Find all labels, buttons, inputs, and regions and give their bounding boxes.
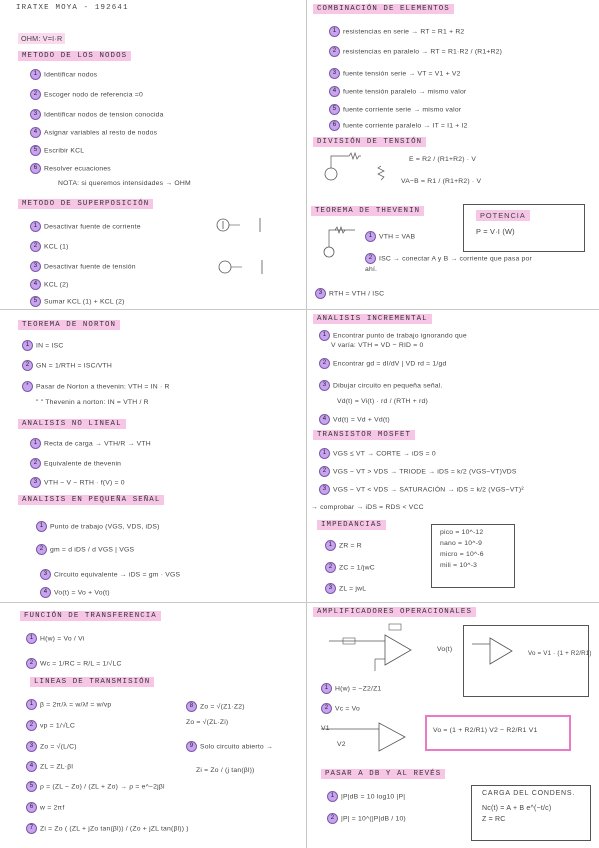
comb-4: 4 fuente tensión paralelo → mismo valor: [329, 86, 466, 97]
lineal-2: 2 Equivalente de thevenin: [30, 458, 121, 469]
amp-noninverting-box: [463, 625, 592, 697]
linea-a1: 1 β = 2π/λ = w/λf = w/vp: [26, 699, 111, 710]
comb-2: 2 resistencias en paralelo → RT = R1·R2 / (R1+R2): [329, 46, 502, 57]
prefix-nano: nano = 10^-9: [440, 540, 483, 547]
linea-a3: 3 Zo = √(L/C): [26, 741, 77, 752]
amp-v2-label: V2: [337, 741, 346, 748]
opamp-inverting-icon: [327, 619, 437, 675]
amp-1: 1 H(w) = −Z2/Z1: [321, 683, 381, 694]
incr-5: 4 Vd(t) = Vd + Vd(t): [319, 414, 390, 425]
linea-a6: 6 w = 2πf: [26, 802, 64, 813]
amp-diff-eq: Vo = (1 + R2/R1) V2 − R2/R1 V1: [433, 727, 538, 734]
amp-vo-label: Vo(t): [437, 646, 453, 653]
thevenin-3: 3 RTH = VTH / ISC: [315, 288, 384, 299]
heading-incremental: ANALISIS INCREMENTAL: [313, 314, 432, 324]
carga-eq-2: Z = RC: [482, 816, 506, 823]
imp-c: 2 ZC = 1/jwC: [325, 562, 375, 573]
thevenin-1: 1 VTH = VAB: [365, 231, 415, 242]
prefix-mili: mili = 10^-3: [440, 562, 478, 569]
potencia-eq: P = V·I (W): [476, 227, 515, 236]
comb-1: 1 resistencias en serie → RT = R1 + R2: [329, 26, 464, 37]
comb-3: 3 fuente tensión serie → VT = V1 + V2: [329, 68, 461, 79]
author-name: IRATXE MOYA - 192641: [16, 4, 129, 12]
senal-3: 3 Circuito equivalente → iDS = gm · VGS: [40, 569, 180, 580]
incr-1: 1 Encontrar punto de trabajo ignorando que: [319, 330, 467, 341]
senal-1: 1 Punto de trabajo (VGS, VDS, iDS): [36, 521, 160, 532]
carga-title: CARGA DEL CONDENS.: [482, 790, 576, 797]
amp-2: 2 Vc = Vo: [321, 703, 360, 714]
step-1: 1 Identificar nodos: [30, 69, 97, 80]
amp-follower-eq: Vo = V1 · (1 + R2/R1): [528, 650, 592, 657]
heading-superposicion: METODO DE SUPERPOSICIÓN: [18, 199, 153, 209]
super-step-3: 3 Desactivar fuente de tensión: [30, 261, 136, 272]
voltage-source-icon: [216, 258, 276, 276]
super-step-4: 4 KCL (2): [30, 279, 69, 290]
voltage-divider-circuit-icon: [321, 150, 401, 194]
mos-2: 2 VGS − VT > VDS → TRIODE → iDS = k/2 (VGS−VT)VDS: [319, 466, 517, 477]
linea-a5: 5 ρ = (ZL − Zo) / (ZL + Zo) → ρ = e^−2jβl: [26, 781, 165, 792]
quadrant-norton-senal: [0, 310, 306, 602]
ohm-law: OHM: V=I·R: [18, 33, 65, 44]
quadrant-nodos-superposicion: [0, 0, 306, 309]
lineal-1: 1 Recta de carga → VTH/R → VTH: [30, 438, 151, 449]
quadrant-combinacion-thevenin: [307, 0, 599, 309]
heading-lineas-transmision: LINEAS DE TRANSMISIÓN: [30, 677, 154, 687]
potencia-box: [463, 204, 585, 252]
potencia-title: POTENCIA: [476, 210, 530, 221]
heading-thevenin: TEOREMA DE THEVENIN: [311, 206, 424, 216]
current-source-icon: [214, 216, 274, 234]
carga-eq: Nc(t) = A + B e^(−t/c): [482, 805, 552, 812]
comb-5: 5 fuente corriente serie → mismo valor: [329, 104, 461, 115]
opamp-differential-icon: [317, 715, 427, 759]
heading-amplificadores: AMPLIFICADORES OPERACIONALES: [313, 607, 476, 617]
linea-a4: 4 ZL = ZL·βl: [26, 761, 73, 772]
prefijos-box: [431, 524, 515, 588]
linea-b3: 9 Solo circuito abierto →: [186, 741, 276, 752]
quadrant-transferencia-lineas: [0, 603, 306, 848]
heading-impedancias: IMPEDANCIAS: [317, 520, 386, 530]
heading-db: PASAR A DB Y AL REVÉS: [321, 769, 445, 779]
mos-4: → comprobar → iDS = RDS < VCC: [311, 504, 424, 511]
senal-2: 2 gm = d iDS / d VGS | VGS: [36, 544, 134, 555]
step-3: 3 Identificar nodos de tension conocida: [30, 109, 164, 120]
amp-v1-label: V1: [321, 725, 330, 732]
incr-4: Vd(t) = Vi(t) · rd / (RTH + rd): [337, 398, 428, 405]
norton-3: * Pasar de Norton a thevenin: VTH = IN · R: [22, 381, 170, 392]
mos-3: 3 VGS − VT < VDS → SATURACIÓN → iDS = k/2 (VGS−VT)²: [319, 484, 524, 495]
heading-funcion-transferencia: FUNCIÓN DE TRANSFERENCIA: [20, 611, 161, 621]
heading-mosfet: TRANSISTOR MOSFET: [313, 430, 415, 440]
linea-b2: Zo = √(ZL·Zi): [186, 719, 229, 726]
prefix-pico: pico = 10^-12: [440, 529, 484, 536]
division-eq-2: VA−B = R1 / (R1+R2) · V: [401, 178, 482, 185]
super-step-5: 5 Sumar KCL (1) + KCL (2): [30, 296, 125, 307]
heading-norton: TEOREMA DE NORTON: [18, 320, 120, 330]
norton-2: 2 GN = 1/RTH = ISC/VTH: [22, 360, 112, 371]
norton-1: 1 IN = ISC: [22, 340, 63, 351]
comb-6: 6 fuente corriente paralelo → IT = I1 + I2: [329, 120, 468, 131]
prefix-micro: micro = 10^-6: [440, 551, 484, 558]
heading-division: DIVISIÓN DE TENSIÓN: [313, 137, 426, 147]
db-2: 2 |P| = 10^(|P|dB / 10): [327, 813, 406, 824]
linea-b1: 8 Zo = √(Z1·Z2): [186, 701, 245, 712]
linea-a7: 7 Zi = Zo ( (ZL + jZo tan(βl)) / (Zo + jZL tan(βl)) ): [26, 823, 189, 834]
quadrant-incremental-mosfet: [307, 310, 599, 602]
carga-condensador-box: [471, 785, 591, 841]
heading-no-lineal: ANALISIS NO LINEAL: [18, 419, 126, 429]
thevenin-circuit-icon: [321, 224, 361, 264]
linea-a2: 2 vp = 1/√LC: [26, 720, 75, 731]
super-step-1: 1 Desactivar fuente de corriente: [30, 221, 141, 232]
norton-4: " " Thevenin a norton: IN = VTH / R: [36, 399, 149, 406]
step-6: 6 Resolver ecuaciones: [30, 163, 111, 174]
heading-metodo-nodos: METODO DE LOS NODOS: [18, 51, 131, 61]
lineal-3: 3 VTH − V − RTH · f(V) = 0: [30, 477, 125, 488]
incr-3: 3 Dibujar circuito en pequeña señal.: [319, 380, 443, 391]
senal-4: 4 Vo(t) = Vo + Vo(t): [40, 587, 110, 598]
incr-1b: V varía: VTH = VD − RID = 0: [331, 342, 424, 349]
func-1: 1 H(w) = Vo / Vi: [26, 633, 84, 644]
step-2: 2 Escoger nodo de referencia =0: [30, 89, 143, 100]
division-eq-1: E = R2 / (R1+R2) · V: [409, 156, 477, 163]
mos-1: 1 VGS ≤ VT → CORTE → iDS = 0: [319, 448, 436, 459]
thevenin-2: 2 ISC → conectar A y B → corriente que pasa por ahí.: [365, 255, 532, 274]
db-1: 1 |P|dB = 10 log10 |P|: [327, 791, 405, 802]
incr-2: 2 Encontrar gd = dI/dV | VD rd = 1/gd: [319, 358, 446, 369]
step-4: 4 Asignar variables al resto de nodos: [30, 127, 157, 138]
func-2: 2 Wc = 1/RC = R/L = 1/√LC: [26, 658, 122, 669]
amp-diff-box: [425, 715, 571, 751]
step-5: 5 Escribir KCL: [30, 145, 84, 156]
heading-pequena-senal: ANALISIS EN PEQUEÑA SEÑAL: [18, 495, 164, 505]
nodos-note: NOTA: si queremos intensidades → OHM: [58, 180, 191, 187]
linea-b4: Zi = Zo / (j tan(βl)): [196, 767, 255, 774]
opamp-follower-icon: [470, 632, 530, 672]
super-step-2: 2 KCL (1): [30, 241, 69, 252]
imp-l: 3 ZL = jwL: [325, 583, 366, 594]
imp-r: 1 ZR = R: [325, 540, 362, 551]
quadrant-amplificadores-db: [307, 603, 599, 848]
heading-combinacion: COMBINACIÓN DE ELEMENTOS: [313, 4, 454, 14]
